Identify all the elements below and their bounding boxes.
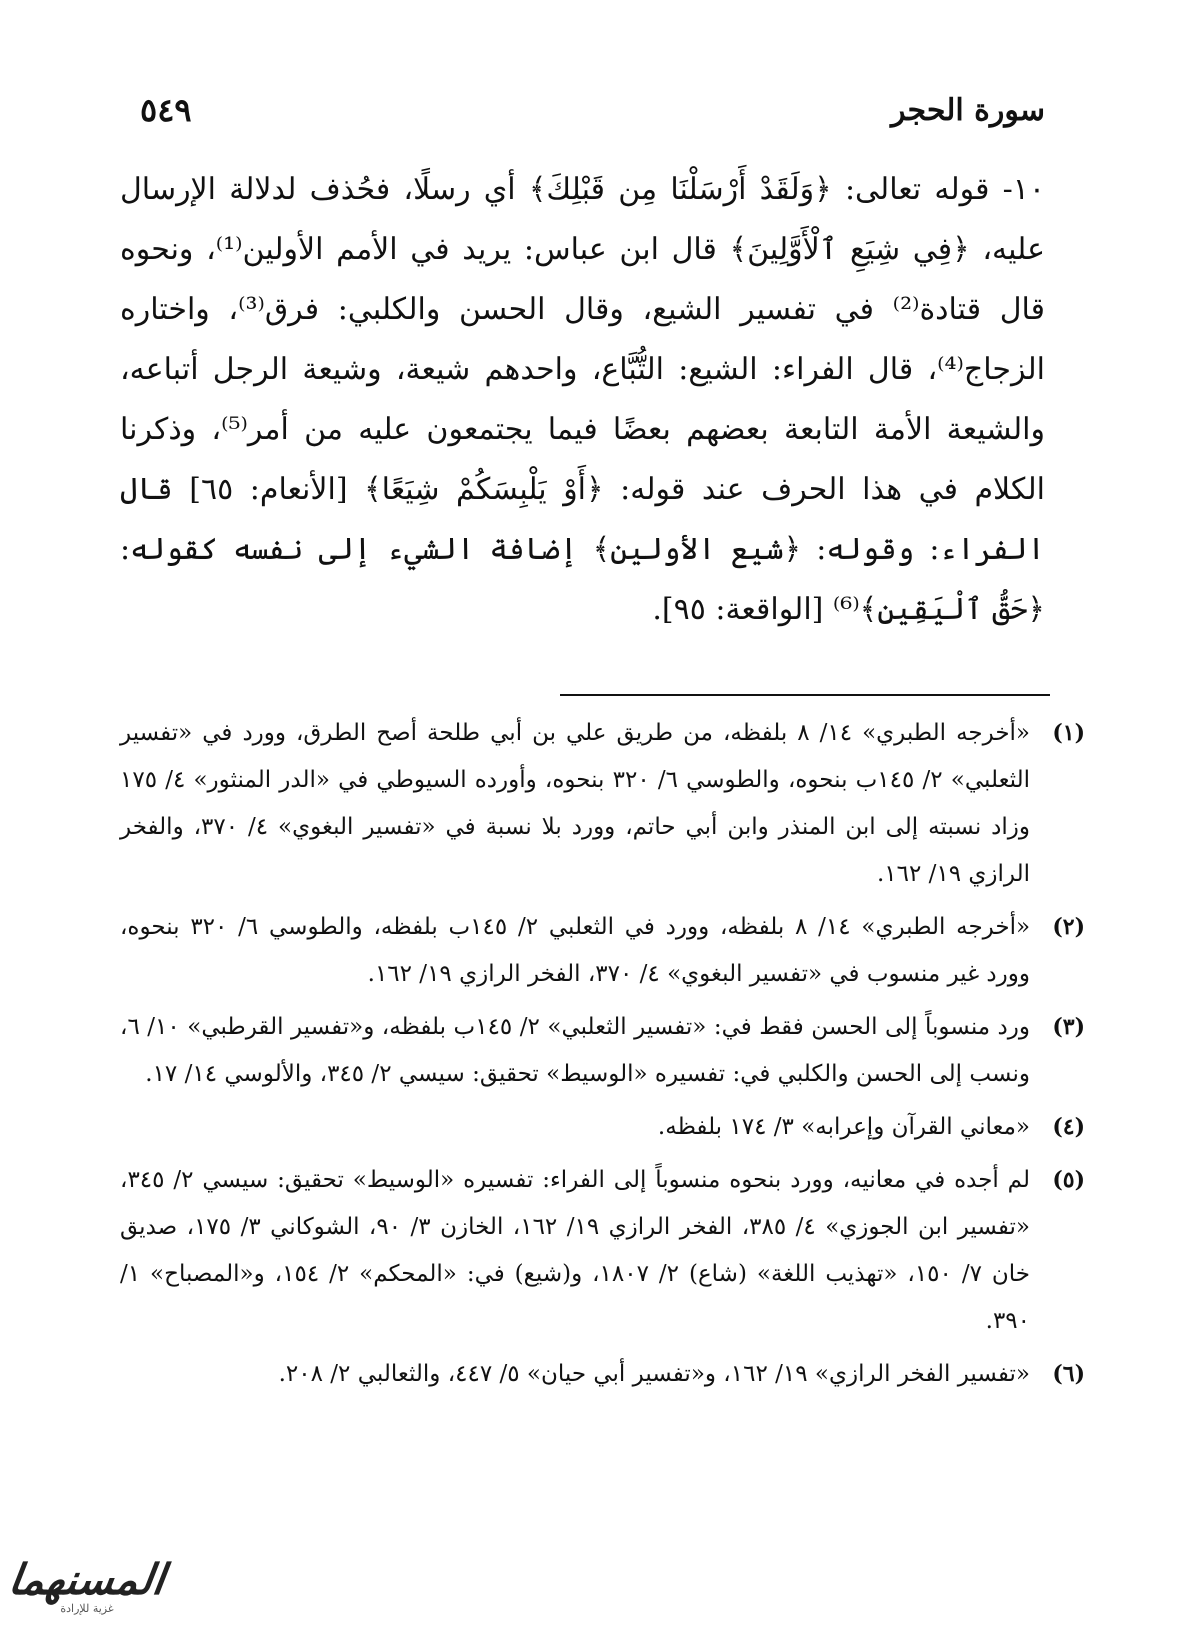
publisher-logo bbox=[5, 1548, 169, 1626]
footnote-number: (٢) bbox=[1052, 914, 1085, 940]
footnote-item bbox=[120, 1351, 1085, 1398]
footnote-text: «أخرجه الطبري» ١٤/ ٨ بلفظه، من طريق علي بن أبي طلحة أصح الطرق، وورد في «تفسير الثعلبي» ٢/ ١٤٥ب بنحوه، والطوسي ٦/ ٣٢٠ بنحوه، وأورده السيوطي في «الدر المنثور» ٤/ ١٧٥ وزاد نسبته إلى ابن المنذر وابن أبي حاتم، وورد بلا نسبة في «تفسير البغوي» ٤/ ٣٧٠، والفخر الرازي ١٩/ ١٦٢. bbox=[120, 720, 1031, 887]
footnote-item bbox=[120, 1104, 1085, 1151]
surah-title: سورة الحجر bbox=[890, 92, 1045, 128]
footnote-text: ورد منسوباً إلى الحسن فقط في: «تفسير الثعلبي» ٢/ ١٤٥ب بلفظه، و«تفسير القرطبي» ١٠/ ٦، ونسب إلى الحسن والكلبي في: تفسيره «الوسيط» تحقيق: سيسي ٢/ ٣٤٥، والألوسي ١٤/ ١٧. bbox=[120, 1014, 1031, 1087]
main-paragraph: ١٠- قوله تعالى: ﴿وَلَقَدْ أَرْسَلْنَا مِن قَبْلِكَ﴾ أي رسلًا، فحُذف لدلالة الإرسال عليه، ﴿فِي شِيَعِ ٱلْأَوَّلِينَ﴾ قال ابن عباس: يريد في الأمم الأولين⁽¹⁾، ونحوه قال قتادة⁽²⁾ في تفسير الشيع، وقال الحسن والكلبي: فرق⁽³⁾، واختاره الزجاج⁽⁴⁾، قال الفراء: الشيع: التُّبَّاع، واحدهم شيعة، وشيعة الرجل أتباعه، والشيعة الأمة التابعة بعضهم بعضًا فيما يجتمعون عليه من أمر⁽⁵⁾، وذكرنا الكلام في هذا الحرف عند قوله: ﴿أَوْ يَلْبِسَكُمْ شِيَعًا﴾ [الأنعام: ٦٥] قال الفراء: وقوله: ﴿شيع الأولين﴾ إضافة الشيء إلى نفسه كقوله: ﴿حَقُّ ٱلْيَقِينِ﴾⁽⁶⁾ [الواقعة: ٩٥]. bbox=[120, 172, 1046, 627]
page-number: ٥٤٩ bbox=[140, 91, 192, 129]
footnote-text: «معاني القرآن وإعرابه» ٣/ ١٧٤ بلفظه. bbox=[657, 1114, 1030, 1140]
footnote-divider bbox=[560, 694, 1050, 696]
logo-calligraphy: المسنهما bbox=[5, 1555, 169, 1604]
footnote-item bbox=[120, 1004, 1085, 1098]
footnote-number: (١) bbox=[1052, 720, 1085, 746]
footnote-item bbox=[120, 904, 1085, 998]
footnote-number: (٦) bbox=[1052, 1361, 1085, 1387]
footnote-number: (٣) bbox=[1052, 1014, 1085, 1040]
main-text-block bbox=[120, 160, 1045, 640]
footnote-number: (٥) bbox=[1052, 1167, 1085, 1193]
page-header bbox=[140, 80, 1045, 140]
footnote-item bbox=[120, 1157, 1085, 1345]
footnotes-section bbox=[120, 710, 1085, 1404]
footnote-text: «تفسير الفخر الرازي» ١٩/ ١٦٢، و«تفسير أبي حيان» ٥/ ٤٤٧، والثعالبي ٢/ ٢٠٨. bbox=[278, 1361, 1030, 1387]
footnote-number: (٤) bbox=[1052, 1114, 1085, 1140]
logo-subtext: غزية للإرادة bbox=[60, 1602, 114, 1615]
footnote-text: لم أجده في معانيه، وورد بنحوه منسوباً إلى الفراء: تفسيره «الوسيط» تحقيق: سيسي ٢/ ٣٤٥، «تفسير ابن الجوزي» ٤/ ٣٨٥، الفخر الرازي ١٩/ ١٦٢، الخازن ٣/ ٩٠، الشوكاني ٣/ ١٧٥، صديق خان ٧/ ١٥٠، «تهذيب اللغة» (شاع) ٢/ ١٨٠٧، و(شيع) في: «المحكم» ٢/ ١٥٤، و«المصباح» ١/ ٣٩٠. bbox=[120, 1167, 1031, 1334]
footnote-text: «أخرجه الطبري» ١٤/ ٨ بلفظه، وورد في الثعلبي ٢/ ١٤٥ب بلفظه، والطوسي ٦/ ٣٢٠ بنحوه، وورد غير منسوب في «تفسير البغوي» ٤/ ٣٧٠، الفخر الرازي ١٩/ ١٦٢. bbox=[120, 914, 1031, 987]
footnote-item bbox=[120, 710, 1085, 898]
